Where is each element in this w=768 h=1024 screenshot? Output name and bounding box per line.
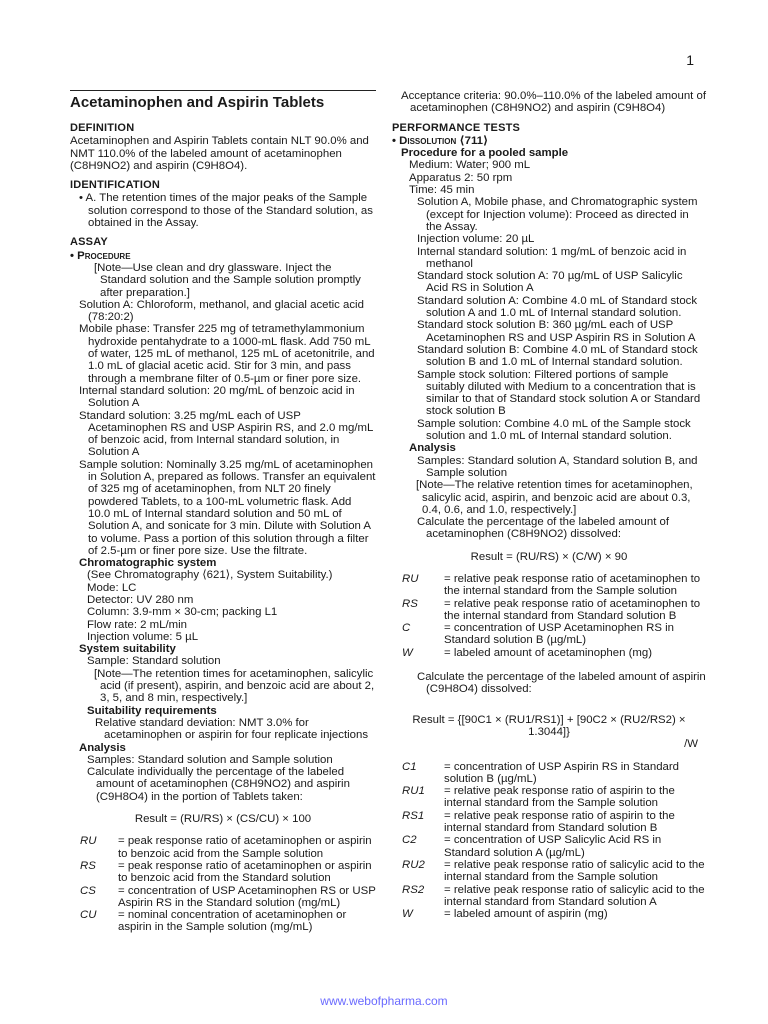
assay-procedure: • Procedure bbox=[70, 249, 131, 262]
dissolution-heading: • Dissolution ⟨711⟩ bbox=[392, 134, 489, 147]
chrom-system-heading: Chromatographic system bbox=[79, 557, 217, 570]
definition-row bbox=[70, 885, 376, 910]
standard-solution-a: Standard solution A: Combine 4.0 mL of Standard stock solution A and 1.0 mL of Internal standard solution. bbox=[417, 294, 698, 320]
assay-internal-standard: Internal standard solution: 20 mg/mL of benzoic acid in Solution A bbox=[79, 384, 355, 410]
sample-stock-solution: Sample stock solution: Filtered portions of sample suitably diluted with Medium to a concentration that is similar to that of Standard stock solution A or Standard stock solution B bbox=[417, 368, 701, 418]
suitability-requirements: Suitability requirements bbox=[87, 704, 217, 717]
definition-row bbox=[392, 647, 706, 659]
definition-row bbox=[392, 810, 706, 835]
definition-text: = labeled amount of aspirin (mg) bbox=[444, 908, 608, 921]
chrom-injection-volume: Injection volume: 5 µL bbox=[87, 630, 199, 643]
assay-heading: ASSAY bbox=[70, 236, 108, 249]
definition-row bbox=[392, 884, 706, 909]
identification-item-a: • A. The retention times of the major peaks of the Sample solution correspond to those of the Standard solution, as obtained in the Assay. bbox=[79, 192, 373, 230]
definition-symbol: RS2 bbox=[402, 883, 425, 896]
definition-row bbox=[392, 761, 706, 786]
definition-symbol: RU2 bbox=[402, 858, 425, 871]
analysis-samples: Samples: Standard solution and Sample solution bbox=[87, 753, 333, 766]
pooled-sample-heading: Procedure for a pooled sample bbox=[401, 147, 569, 160]
footer-link[interactable]: www.webofpharma.com bbox=[320, 994, 448, 1008]
relative-standard-deviation: Relative standard deviation: NMT 3.0% for acetaminophen or aspirin for four replicate injections bbox=[95, 716, 369, 742]
dissolution-time: Time: 45 min bbox=[409, 184, 475, 197]
dissolution-samples: Samples: Standard solution A, Standard solution B, and Sample solution bbox=[417, 454, 698, 479]
definition-text: = concentration of USP Acetaminophen RS in Standard solution B (µg/mL) bbox=[444, 622, 674, 647]
definition-text: = concentration of USP Salicylic Acid RS in Standard solution A (µg/mL) bbox=[444, 834, 662, 859]
chrom-column: Column: 3.9-mm × 30-cm; packing L1 bbox=[87, 606, 278, 619]
dissolution-formula-acetaminophen: Result = (RU/RS) × (C/W) × 90 bbox=[470, 550, 628, 563]
definition-row bbox=[392, 598, 706, 623]
dissolution-analysis-heading: Analysis bbox=[409, 442, 456, 455]
title-rule bbox=[70, 90, 376, 91]
assay-note: [Note—Use clean and dry glassware. Inject the Standard solution and the Sample solution promptly after preparation.] bbox=[94, 261, 361, 299]
page-number: 1 bbox=[686, 52, 694, 68]
chrom-mode: Mode: LC bbox=[87, 581, 137, 594]
definition-text: = labeled amount of acetaminophen (mg) bbox=[444, 646, 653, 659]
definition-symbol: C2 bbox=[402, 834, 417, 847]
definition-text: = peak response ratio of acetaminophen or aspirin to benzoic acid from the Standard solution bbox=[118, 859, 372, 885]
definition-text: = concentration of USP Acetaminophen RS or USP Aspirin RS in the Standard solution (mg/mL) bbox=[118, 884, 376, 909]
standard-solution-b: Standard solution B: Combine 4.0 mL of Standard stock solution B and 1.0 mL of Internal standard solution. bbox=[417, 343, 698, 369]
assay-solution-a: Solution A: Chloroform, methanol, and glacial acetic acid (78:20:2) bbox=[79, 298, 364, 324]
assay-definitions bbox=[70, 835, 376, 933]
assay-standard-solution: Standard solution: 3.25 mg/mL each of USP Acetaminophen RS and USP Aspirin RS, and 2.0 mg/mL of benzoic acid, from Internal standard solution, in Solution A bbox=[79, 409, 373, 459]
definition-symbol: RS bbox=[80, 859, 96, 872]
definition-symbol: CS bbox=[80, 884, 96, 897]
definition-symbol: RS bbox=[402, 597, 418, 610]
definition-text: = relative peak response ratio of acetaminophen to the internal standard from the Sample solution bbox=[444, 572, 701, 598]
standard-stock-a: Standard stock solution A: 70 µg/mL of USP Salicylic Acid RS in Solution A bbox=[417, 270, 683, 295]
definition-text: = relative peak response ratio of aspirin to the internal standard from the Sample solution bbox=[444, 785, 675, 810]
definition-symbol: C bbox=[402, 622, 411, 635]
definition-row bbox=[392, 908, 706, 920]
dissolution-apparatus: Apparatus 2: 50 rpm bbox=[409, 171, 513, 184]
analysis-calculation: Calculate individually the percentage of the labeled amount of acetaminophen (C8H9NO2) and aspirin (C9H8O4) in the portion of Tablets taken: bbox=[87, 766, 350, 803]
definition-text: = relative peak response ratio of salicylic acid to the internal standard from Standard solution A bbox=[444, 883, 705, 908]
definition-row bbox=[392, 785, 706, 810]
definition-row bbox=[392, 573, 706, 598]
dissolution-calc-acetaminophen: Calculate the percentage of the labeled amount of acetaminophen (C8H9NO2) dissolved: bbox=[417, 516, 670, 541]
definition-heading: DEFINITION bbox=[70, 122, 135, 134]
definition-text: = concentration of USP Aspirin RS in Standard solution B (µg/mL) bbox=[444, 760, 680, 785]
system-suitability-heading: System suitability bbox=[79, 643, 176, 656]
definition-row bbox=[70, 835, 376, 860]
right-column bbox=[392, 90, 706, 920]
assay-sample-solution: Sample solution: Nominally 3.25 mg/mL of acetaminophen in Solution A, prepared as follows. Transfer an equivalent of 325 mg of acetaminophen, from NLT 20 finely powdered Tablets, to a 100-mL volumetric flask. Add 10.0 mL of Internal standard solution and 50 mL of Solution A, and sonicate for 3 min. Dilute with Solution A to volume. Pass a portion of this solution through a filter of 2.5-µm or finer pore size. Use the filtrate. bbox=[79, 458, 376, 557]
chrom-flow-rate: Flow rate: 2 mL/min bbox=[87, 618, 188, 631]
dissolution-formula-aspirin-divisor: /W bbox=[684, 738, 698, 751]
dissolution-calc-aspirin: Calculate the percentage of the labeled amount of aspirin (C9H8O4) dissolved: bbox=[417, 671, 706, 696]
definition-symbol: C1 bbox=[402, 760, 417, 773]
definition-row bbox=[70, 909, 376, 934]
sample-solution: Sample solution: Combine 4.0 mL of the Sample stock solution and 1.0 mL of Internal standard solution. bbox=[417, 417, 691, 443]
definition-text: = relative peak response ratio of aspirin to the internal standard from Standard solution B bbox=[444, 809, 675, 835]
definition-symbol: RS1 bbox=[402, 809, 425, 822]
definition-symbol: RU1 bbox=[402, 785, 425, 798]
definition-text: = peak response ratio of acetaminophen or aspirin to benzoic acid from the Sample solution bbox=[118, 835, 372, 860]
chrom-see: (See Chromatography ⟨621⟩, System Suitability.) bbox=[87, 569, 333, 582]
performance-tests-heading: PERFORMANCE TESTS bbox=[392, 121, 521, 134]
document-title: Acetaminophen and Aspirin Tablets bbox=[70, 94, 325, 111]
definition-row bbox=[392, 859, 706, 884]
left-column bbox=[70, 90, 376, 934]
identification-heading: IDENTIFICATION bbox=[70, 179, 160, 192]
acceptance-criteria: Acceptance criteria: 90.0%–110.0% of the labeled amount of acetaminophen (C8H9NO2) and aspirin (C9H8O4) bbox=[401, 90, 706, 115]
dissolution-medium: Medium: Water; 900 mL bbox=[409, 159, 531, 172]
definition-text: = relative peak response ratio of acetaminophen to the internal standard from Standard solution B bbox=[444, 597, 701, 622]
assay-mobile-phase: Mobile phase: Transfer 225 mg of tetramethylammonium hydroxide pentahydrate to a 1000-mL flask. Add 750 mL of water, 125 mL of methanol, 125 mL of acetonitrile, and 1.0 mL of glacial acetic acid. Stir for 3 min, and pass through a membrane filter of 0.5-µm or finer pore size. bbox=[79, 323, 375, 385]
definition-text: Acetaminophen and Aspirin Tablets contain NLT 90.0% and NMT 110.0% of the labeled amount of acetaminophen (C8H9NO2) and aspirin (C9H8O4). bbox=[70, 135, 369, 172]
chrom-detector: Detector: UV 280 nm bbox=[87, 593, 194, 606]
dissolution-internal-standard: Internal standard solution: 1 mg/mL of benzoic acid in methanol bbox=[417, 245, 687, 270]
definition-row bbox=[70, 860, 376, 885]
definition-symbol: W bbox=[402, 646, 413, 659]
definition-symbol: CU bbox=[80, 909, 97, 922]
definition-symbol: RU bbox=[80, 835, 97, 848]
aspirin-definitions bbox=[392, 761, 706, 921]
definition-text: = relative peak response ratio of salicylic acid to the internal standard from the Sample solution bbox=[444, 858, 705, 884]
dissolution-formula-aspirin: Result = {[90C1 × (RU1/RS1)] + [90C2 × (RU2/RS2) × 1.3044]} bbox=[412, 713, 686, 738]
dissolution-solution-a-mobile: Solution A, Mobile phase, and Chromatographic system (except for Injection volume): Proceed as directed in the Assay. bbox=[417, 196, 698, 233]
assay-formula: Result = (RU/RS) × (CS/CU) × 100 bbox=[134, 813, 312, 826]
definition-text: = nominal concentration of acetaminophen or aspirin in the Sample solution (mg/mL) bbox=[118, 909, 347, 934]
dissolution-injection-volume: Injection volume: 20 µL bbox=[417, 233, 535, 246]
definition-row bbox=[392, 834, 706, 859]
definition-symbol: W bbox=[402, 908, 413, 921]
suitability-sample: Sample: Standard solution bbox=[87, 655, 221, 668]
analysis-heading: Analysis bbox=[79, 741, 126, 754]
definition-symbol: RU bbox=[402, 572, 419, 585]
standard-stock-b: Standard stock solution B: 360 µg/mL each of USP Acetaminophen RS and USP Aspirin RS in Solution A bbox=[417, 319, 696, 344]
dissolution-note: [Note—The relative retention times for acetaminophen, salicylic acid, aspirin, and benzoic acid are about 0.3, 0.4, 0.6, and 1.0, respectively.] bbox=[416, 479, 693, 516]
definition-row bbox=[392, 622, 706, 647]
suitability-note: [Note—The retention times for acetaminophen, salicylic acid (if present), aspirin, and benzoic acid are about 2, 3, 5, and 8 min, respectively.] bbox=[94, 667, 375, 705]
acetaminophen-definitions bbox=[392, 573, 706, 659]
